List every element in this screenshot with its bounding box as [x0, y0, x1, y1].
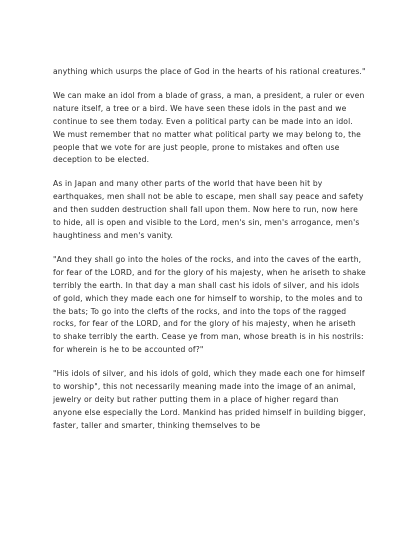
paragraph-3: As in Japan and many other parts of the world that have been hit by earthquakes, men shall not be able to escape, men shall say peace and safety and then sudden destruction shall fall upon them. Now here to run, now here to hide, all is open and visible to the Lord, men's sin, men's arrogance, men's haughtiness and men's vanity.: [53, 179, 364, 240]
paragraph-4: "And they shall go into the holes of the rocks, and into the caves of the earth, for fear of the LORD, and for the glory of his majesty, when he ariseth to shake terribly the earth. In that day a man shall cast his idols of silver, and his idols of gold, which they made each one for himself to worship, to the moles and to the bats; To go into the clefts of the rocks, and into the tops of the ragged rocks, for fear of the LORD, and for the glory of his majesty, when he ariseth to shake terribly the earth. Cease ye from man, whose breath is in his nostrils: for wherein is he to be accounted of?": [53, 254, 366, 355]
paragraph-2: We can make an idol from a blade of grass, a man, a president, a ruler or even nature itself, a tree or a bird. We have seen these idols in the past and we continue to see them today. Even a political party can be made into an idol. We must remember that no matter what political party we may belong to, the people that we vote for are just people, prone to mistakes and often use deception to be elected.: [53, 90, 365, 165]
paragraph-5: "His idols of silver, and his idols of gold, which they made each one for himself to worship", this not necessarily meaning made into the image of an animal, jewelry or deity but rather putting them in a place of higher regard than anyone else especially the Lord. Mankind has prided himself in building bigger, faster, taller and smarter, thinking themselves to be: [53, 369, 366, 430]
paragraph-1: anything which usurps the place of God in the hearts of his rational creatures.": [53, 67, 366, 76]
